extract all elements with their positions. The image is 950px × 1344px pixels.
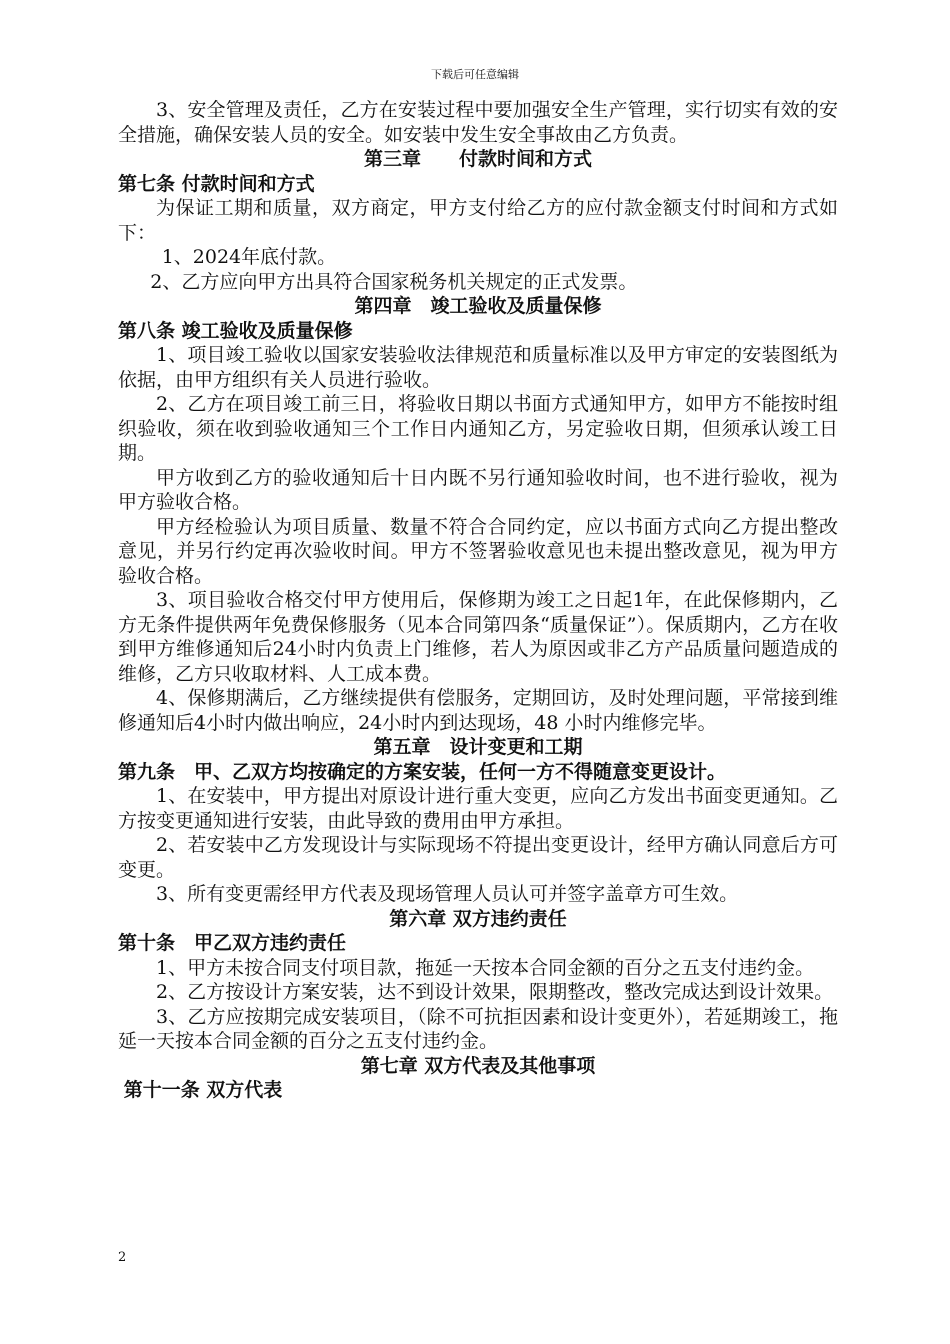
article-heading: 第十一条 双方代表: [123, 1079, 283, 1101]
chapter-heading: 第五章 设计变更和工期: [373, 736, 583, 758]
paragraph: 3、所有变更需经甲方代表及现场管理人员认可并签字盖章方可生效。: [156, 883, 739, 905]
paragraph: 1、甲方未按合同支付项目款，拖延一天按本合同金额的百分之五支付违约金。: [156, 956, 815, 979]
paragraph: 2、乙方按设计方案安装，达不到设计效果，限期整改，整改完成达到设计效果。: [156, 981, 834, 1003]
list-item: 1、2024年底付款。: [161, 246, 337, 268]
article-heading: 第七条 付款时间和方式: [118, 172, 315, 195]
document-body: [118, 98, 838, 1103]
paragraph: 1、项目竣工验收以国家安装验收法律规范和质量标准以及甲方审定的安装图纸为依据，由甲方组织有关人员进行验收。: [118, 344, 838, 391]
chapter-heading: 第三章 付款时间和方式: [363, 148, 592, 170]
paragraph: 3、项目验收合格交付甲方使用后，保修期为竣工之日起1年，在此保修期内，乙方无条件提供两年免费保修服务（见本合同第四条“质量保证”）。保质期内，乙方在收到甲方维修通知后24小时内负责上门维修，若人为原因或非乙方产品质量问题造成的维修，乙方只收取材料、人工成本费。: [118, 589, 838, 685]
chapter-heading: 第七章 双方代表及其他事项: [360, 1054, 596, 1077]
chapter-heading: 第六章 双方违约责任: [389, 907, 567, 930]
paragraph: 2、乙方在项目竣工前三日，将验收日期以书面方式通知甲方，如甲方不能按时组织验收，须在收到验收通知三个工作日内通知乙方，另定验收日期，但须承认竣工日期。: [118, 393, 838, 464]
paragraph: 4、保修期满后，乙方继续提供有偿服务，定期回访，及时处理问题，平常接到维修通知后4小时内做出响应，24小时内到达现场，48 小时内维修完毕。: [118, 687, 838, 734]
article-heading: 第十条 甲乙双方违约责任: [118, 932, 347, 954]
article-heading: 第九条 甲、乙双方均按确定的方案安装，任何一方不得随意变更设计。: [118, 760, 727, 783]
paragraph: 为保证工期和质量，双方商定，甲方支付给乙方的应付款金额支付时间和方式如下：: [118, 197, 838, 244]
list-item: 2、乙方应向甲方出具符合国家税务机关规定的正式发票。: [150, 270, 638, 293]
paragraph: 甲方经检验认为项目质量、数量不符合合同约定，应以书面方式向乙方提出整改意见，并另行约定再次验收时间。甲方不签署验收意见也未提出整改意见，视为甲方验收合格。: [118, 515, 838, 587]
paragraph: 甲方收到乙方的验收通知后十日内既不另行通知验收时间，也不进行验收，视为甲方验收合格。: [118, 466, 838, 513]
page-number: 2: [118, 1250, 127, 1265]
paragraph: 2、若安装中乙方发现设计与实际现场不符提出变更设计，经甲方确认同意后方可变更。: [118, 834, 838, 881]
chapter-heading: 第四章 竣工验收及质量保修: [354, 295, 602, 317]
paragraph: 1、在安装中，甲方提出对原设计进行重大变更，应向乙方发出书面变更通知。乙方按变更通知进行安装，由此导致的费用由甲方承担。: [118, 785, 838, 832]
page-header: 下载后可任意编辑: [431, 68, 519, 81]
paragraph: 3、安全管理及责任，乙方在安装过程中要加强安全生产管理，实行切实有效的安全措施，确保安装人员的安全。如安装中发生安全事故由乙方负责。: [118, 99, 838, 146]
paragraph: 3、乙方应按期完成安装项目，（除不可抗拒因素和设计变更外），若延期竣工，拖延一天按本合同金额的百分之五支付违约金。: [118, 1005, 838, 1052]
article-heading: 第八条 竣工验收及质量保修: [118, 319, 353, 342]
